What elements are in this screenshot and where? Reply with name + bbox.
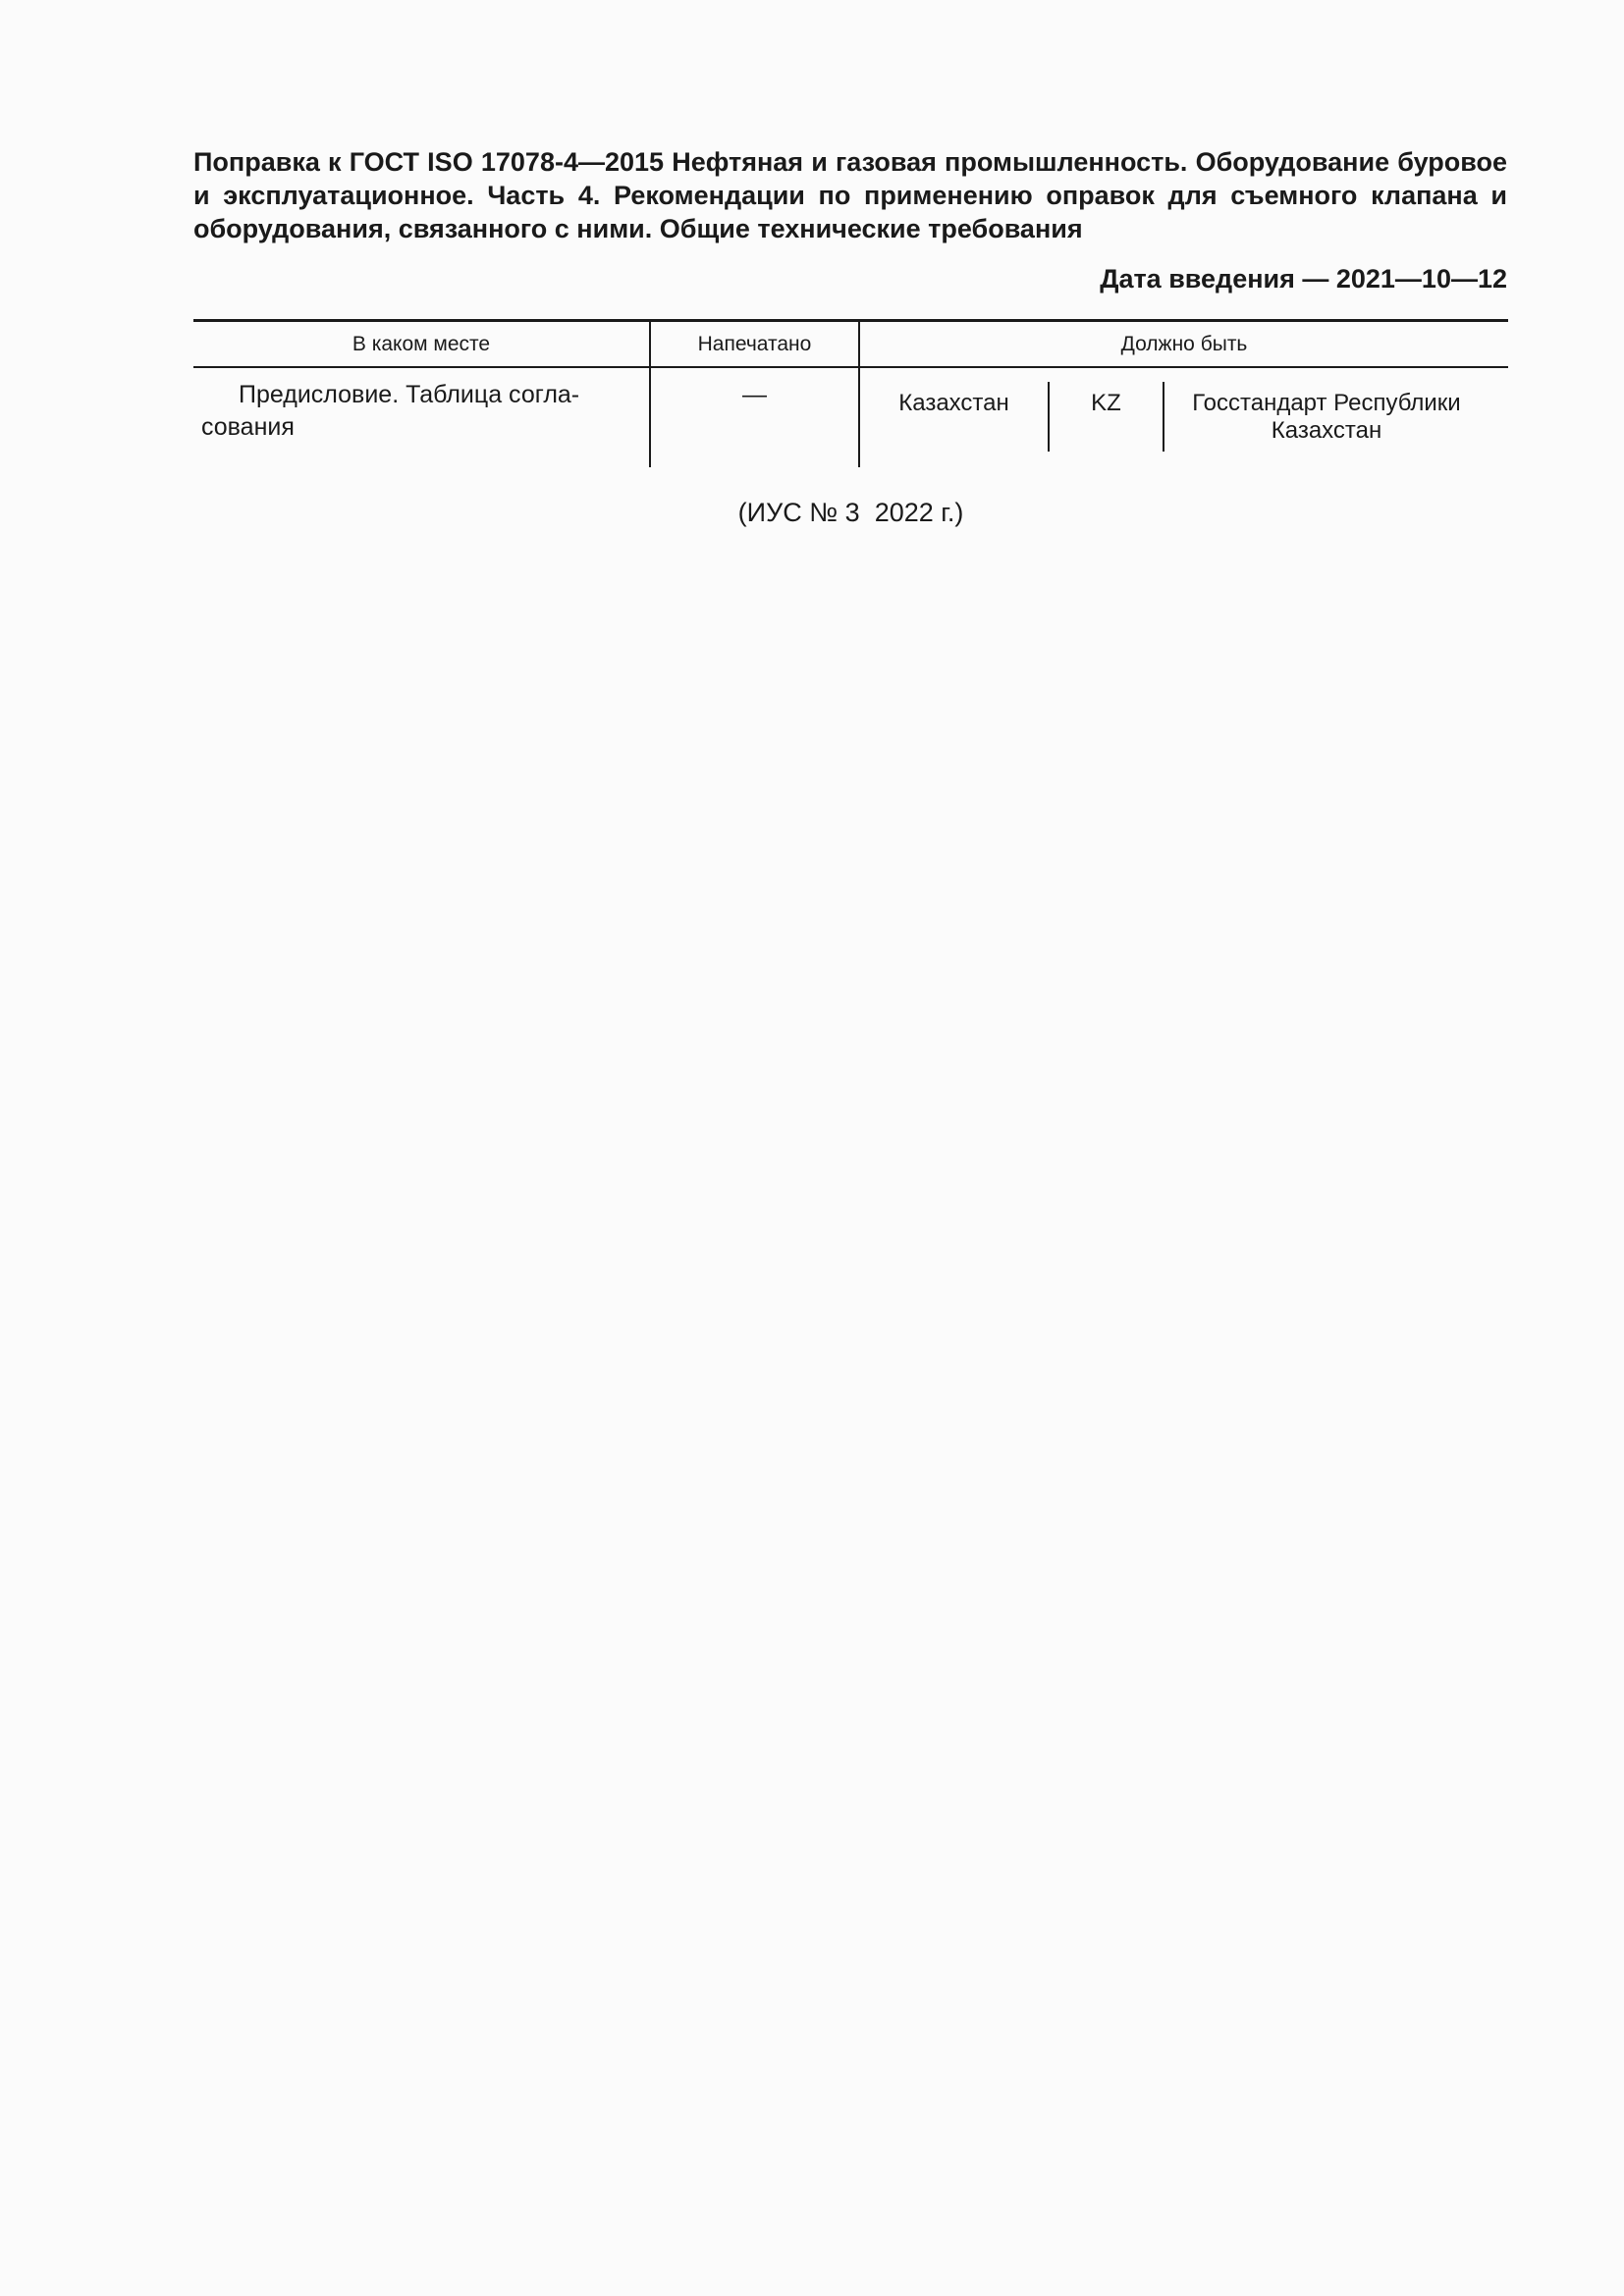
header-printed: Напечатано: [697, 333, 812, 355]
header-place: В каком месте: [352, 333, 491, 355]
introduction-date: Дата введения — 2021—10—12: [1100, 264, 1507, 294]
cell-printed: —: [742, 381, 767, 408]
cell-place: [201, 379, 641, 444]
cell-organization: [1164, 390, 1489, 445]
cell-country-code: KZ: [1091, 390, 1121, 416]
table-header-rule: [193, 366, 1508, 368]
cell-organization-line1: Госстандарт Республики: [1192, 390, 1461, 416]
cell-organization-line2: Казахстан: [1271, 417, 1382, 444]
ius-note: (ИУС № 3 2022 г.): [737, 498, 964, 527]
cell-country: Казахстан: [898, 390, 1009, 416]
table-top-rule: [193, 319, 1508, 322]
header-should-be: Должно быть: [1120, 333, 1248, 355]
document-title: Поправка к ГОСТ ISO 17078-4—2015 Нефтяная и газовая промышленность. Оборудование буровое и эксплуатационное. Часть 4. Рекомендации по применению оправок для съемного клапана и оборудования, связанного с ними. Общие технические требования: [193, 147, 1507, 243]
cell-place-line1: Предисловие. Таблица согла-: [239, 381, 580, 408]
amendment-table: [193, 319, 1508, 467]
cell-place-line2: сования: [201, 413, 295, 441]
